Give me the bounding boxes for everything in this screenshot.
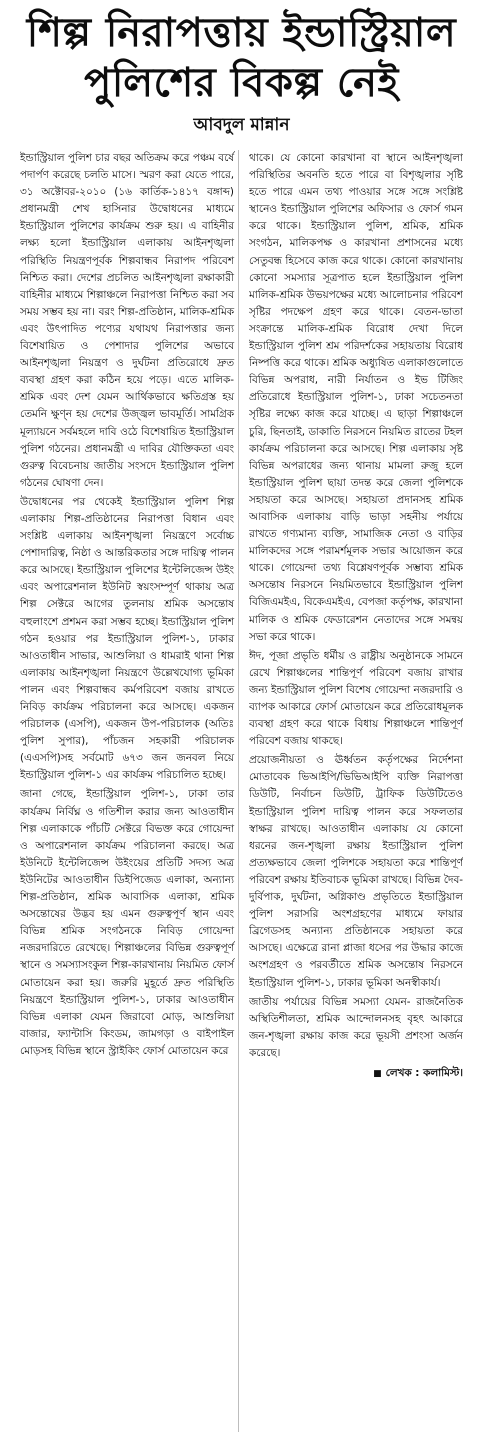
author-note-text: লেখক : কলামিস্ট। <box>385 1066 463 1079</box>
paragraph: থাকে। যে কোনো কারখানা বা স্থানে আইনশৃঙ্খলা পরিস্থিতির অবনতি হতে পারে বা বিশৃঙ্খলার সৃষ্টি হতে পারে এমন তথ্য পাওয়ার সঙ্গে সঙ্গে সংশ্লিষ্ট স্থানেও ইন্ডাস্ট্রিয়াল পুলিশের অফিসার ও ফোর্স গমন করে থাকে। ইন্ডাস্ট্রিয়াল পুলিশ, শ্রমিক, শ্রমিক সংগঠন, মালিকপক্ষ ও কারখানা প্রশাসনের মধ্যে সেতুবন্ধ হিসেবে কাজ করে থাকে। কোনো কারখানায় কোনো সমস্যার সূত্রপাত হলে ইন্ডাস্ট্রিয়াল পুলিশ মালিক-শ্রমিক উভয়পক্ষের মধ্যে আলোচনার পরিবেশ সৃষ্টির পদক্ষেপ গ্রহণ করে থাকে। বেতন-ভাতা সংক্রান্তে মালিক-শ্রমিক বিরোধ দেখা দিলে ইন্ডাস্ট্রিয়াল পুলিশ শ্রম পরিদর্শকের সহায়তায় বিরোধ নিষ্পত্তি করে থাকে। শ্রমিক অধ্যুষিত এলাকাগুলোতে বিভিন্ন অপরাধ, নারী নির্যাতন ও ইভ টিজিং প্রতিরোধে ইন্ডাস্ট্রিয়াল পুলিশ-১, ঢাকা সচেতনতা সৃষ্টির লক্ষ্যে কাজ করে যাচ্ছে। এ ছাড়া শিল্পাঞ্চলে চুরি, ছিনতাই, ডাকাতি নিরসনে নিয়মিত রাতের টহল কার্যক্রম পরিচালনা করে আসছে। শিল্প এলাকায় সৃষ্ট বিভিন্ন অপরাধের জন্য থানায় মামলা রুজু হলে ইন্ডাস্ট্রিয়াল পুলিশ ছায়া তদন্ত করে জেলা পুলিশকে সহায়তা করে আসছে। সহায়তা প্রদানসহ শ্রমিক আবাসিক এলাকায় বাড়ি ভাড়া সহনীয় পর্যায়ে রাখতে গণ্যমান্য ব্যক্তি, সামাজিক নেতা ও বাড়ির মালিকদের সঙ্গে পরামর্শমূলক সভার আয়োজন করে থাকে। গোয়েন্দা তথ্য বিশ্লেষণপূর্বক সম্ভাব্য শ্রমিক অসন্তোষ নিরসনে নিয়মিতভাবে ইন্ডাস্ট্রিয়াল পুলিশ বিজিএমইএ, বিকেএমইএ, বেপজা কর্তৃপক্ষ, কারখানা মালিক ও শ্রমিক ফেডারেশন নেতাদের সঙ্গে সমন্বয় সভা করে থাকে। <box>249 152 463 643</box>
author-note <box>249 1065 463 1083</box>
paragraph: প্রয়োজনীয়তা ও ঊর্ধ্বতন কর্তৃপক্ষের নির্দেশনা মোতাবেক ভিআইপি/ভিভিআইপি ব্যক্তি নিরাপত্তা ডিউটি, নির্বাচন ডিউটি, ট্রাফিক ডিউটিতেও ইন্ডাস্ট্রিয়াল পুলিশ দায়িত্ব পালন করে সফলতার স্বাক্ষর রাখছে। আওতাধীন এলাকায় যে কোনো ধরনের জন-শৃঙ্খলা রক্ষায় ইন্ডাস্ট্রিয়াল পুলিশ প্রত্যক্ষভাবে জেলা পুলিশকে সহায়তা করে শান্তিপূর্ণ পরিবেশ রক্ষায় ইতিবাচক ভূমিকা রাখছে। বিভিন্ন দৈব-দুর্বিপাক, দুর্ঘটনা, অগ্নিকাণ্ড প্রভৃতিতে ইন্ডাস্ট্রিয়াল পুলিশ সরাসরি অংশগ্রহণের মাধ্যমে ফায়ার ব্রিগেডসহ অন্যান্য প্রতিষ্ঠানকে সহায়তা করে আসছে। এক্ষেত্রে রানা প্লাজা ধসের পর উদ্ধার কাজে অংশগ্রহণ ও পরবর্তীতে শ্রমিক অসন্তোষ নিরসনে ইন্ডাস্ট্রিয়াল পুলিশ-১, ঢাকার ভূমিকা অনস্বীকার্য। <box>249 754 463 989</box>
right-column <box>249 150 463 1432</box>
square-bullet-icon: ■ <box>373 1068 382 1079</box>
left-column <box>20 150 239 1432</box>
paragraph: ইন্ডাস্ট্রিয়াল পুলিশ চার বছর অতিক্রম করে পঞ্চম বর্ষে পদার্পণ করেছে চলতি মাসে। স্মরণ করা যেতে পারে, ৩১ অক্টোবর-২০১০ (১৬ কার্তিক-১৪১৭ বঙ্গাব্দ) প্রধানমন্ত্রী শেখ হাসিনার উদ্বোধনের মাধ্যমে ইন্ডাস্ট্রিয়াল পুলিশের কার্যক্রম শুরু হয়। এ বাহিনীর লক্ষ্য হলো ইন্ডাস্ট্রিয়াল এলাকায় আইনশৃঙ্খলা পরিস্থিতি নিয়ন্ত্রণপূর্বক শিল্পবান্ধব নিরাপদ পরিবেশ নিশ্চিত করা। দেশের প্রচলিত আইনশৃঙ্খলা রক্ষাকারী বাহিনীর মাধ্যমে শিল্পাঞ্চলে নিরাপত্তা নিশ্চিত করা সব সময় সম্ভব হয় না। বরং শিল্প-প্রতিষ্ঠান, মালিক-শ্রমিক এবং উৎপাদিত পণ্যের যথাযথ নিরাপত্তার জন্য বিশেষায়িত ও পেশাদার পুলিশের অভাবে আইনশৃঙ্খলা নিয়ন্ত্রণ ও দুর্ঘটনা প্রতিরোধে দ্রুত ব্যবস্থা গ্রহণ করা কঠিন হয়ে পড়ে। এতে মালিক-শ্রমিক এবং দেশ যেমন আর্থিকভাবে ক্ষতিগ্রস্ত হয় তেমনি ক্ষুণ্ন হয় দেশের উজ্জ্বল ভাবমূর্তি। সামগ্রিক মূল্যায়নে সর্বমহলে দাবি ওঠে বিশেষায়িত ইন্ডাস্ট্রিয়াল পুলিশ গঠনের। প্রধানমন্ত্রী এ দাবির যৌক্তিকতা এবং গুরুত্ব বিবেচনায় জাতীয় সংসদে ইন্ডাস্ট্রিয়াল পুলিশ গঠনের ঘোষণা দেন। <box>20 152 234 489</box>
headline-line-1: শিল্প নিরাপত্তায় ইন্ডাস্ট্রিয়াল <box>26 10 457 56</box>
paragraph: উদ্বোধনের পর থেকেই ইন্ডাস্ট্রিয়াল পুলিশ শিল্প এলাকায় শিল্প-প্রতিষ্ঠানের নিরাপত্তা বিধান এবং সংশ্লিষ্ট এলাকায় আইনশৃঙ্খলা নিয়ন্ত্রণে সর্বোচ্চ পেশাদারিত্ব, নিষ্ঠা ও আন্তরিকতার সঙ্গে দায়িত্ব পালন করে আসছে। ইন্ডাস্ট্রিয়াল পুলিশের ইন্টেলিজেন্স উইং এবং অপারেশনাল ইউনিট স্বয়ংসম্পূর্ণ থাকায় অত্র শিল্প সেক্টরে আগের তুলনায় শ্রমিক অসন্তোষ বহুলাংশে প্রশমন করা সম্ভব হচ্ছে। ইন্ডাস্ট্রিয়াল পুলিশ গঠন হওয়ার পর ইন্ডাস্ট্রিয়াল পুলিশ-১, ঢাকার আওতাধীন সাভার, আশুলিয়া ও ধামরাই থানা শিল্প এলাকায় আইনশৃঙ্খলা নিয়ন্ত্রণে উল্লেখযোগ্য ভূমিকা পালন এবং শিল্পবান্ধব কর্মপরিবেশ বজায় রাখতে নিবিড় কার্যক্রম পরিচালনা করে আসছে। একজন পরিচালক (এসপি), একজন উপ-পরিচালক (অতিঃ পুলিশ সুপার), পাঁচজন সহকারী পরিচালক (এএসপি)সহ সর্বমোট ৬৭৩ জন জনবল নিয়ে ইন্ডাস্ট্রিয়াল পুলিশ-১ এর কার্যক্রম পরিচালিত হচ্ছে। <box>20 495 234 782</box>
byline-author: আবদুল মান্নান <box>193 115 290 135</box>
paragraph: জানা গেছে, ইন্ডাস্ট্রিয়াল পুলিশ-১, ঢাকা তার কার্যক্রম নির্বিঘ্ন ও গতিশীল করার জন্য আওতাধীন শিল্প এলাকাকে পাঁচটি সেক্টরে বিভক্ত করে গোয়েন্দা ও অপারেশনাল কার্যক্রম পরিচালনা করছে। অত্র ইউনিটে ইন্টেলিজেন্স উইংয়ের প্রতিটি সদস্য অত্র ইউনিটের আওতাধীন ডিইপিজেড এলাকা, অন্যান্য শিল্প-প্রতিষ্ঠান, শ্রমিক আবাসিক এলাকা, শ্রমিক অসন্তোষের উদ্ভব হয় এমন গুরুত্বপূর্ণ স্থান এবং বিভিন্ন শ্রমিক সংগঠনকে নিবিড় গোয়েন্দা নজরদারিতে রেখেছে। শিল্পাঞ্চলের বিভিন্ন গুরুত্বপূর্ণ স্থানে ও সমস্যাসংকুল শিল্প-কারখানায় নিয়মিত ফোর্স মোতায়েন করা হয়। জরুরি মুহূর্তে দ্রুত পরিস্থিতি নিয়ন্ত্রণে ইন্ডাস্ট্রিয়াল পুলিশ-১, ঢাকার আওতাধীন বিভিন্ন এলাকা যেমন জিরাবো মোড়, আশুলিয়া বাজার, ফ্যান্টাসি কিংডম, জামগড়া ও বাইপাইল মোড়সহ বিভিন্ন স্থানে স্ট্রাইকিং ফোর্স মোতায়েন করে <box>20 788 234 1057</box>
headline-line-2: পুলিশের বিকল্প নেই <box>84 60 399 106</box>
paragraph: ঈদ, পূজা প্রভৃতি ধর্মীয় ও রাষ্ট্রীয় অনুষ্ঠানকে সামনে রেখে শিল্পাঞ্চলের শান্তিপূর্ণ পরিবেশ বজায় রাখার জন্য ইন্ডাস্ট্রিয়াল পুলিশ বিশেষ গোয়েন্দা নজরদারি ও ব্যাপক আকারে ফোর্স মোতায়েন করে প্রতিরোধমূলক ব্যবস্থা গ্রহণ করে থাকে বিধায় শিল্পাঞ্চলে শান্তিপূর্ণ পরিবেশ বজায় থাকছে। <box>249 649 463 748</box>
headline <box>0 0 483 108</box>
paragraph: জাতীয় পর্যায়ের বিভিন্ন সমস্যা যেমন- রাজনৈতিক অস্থিতিশীলতা, শ্রমিক আন্দোলনসহ বৃহৎ আকারে জন-শৃঙ্খলা রক্ষায় কাজ করে ভূয়সী প্রশংসা অর্জন করেছে। <box>249 995 463 1059</box>
article-body <box>20 150 463 1432</box>
